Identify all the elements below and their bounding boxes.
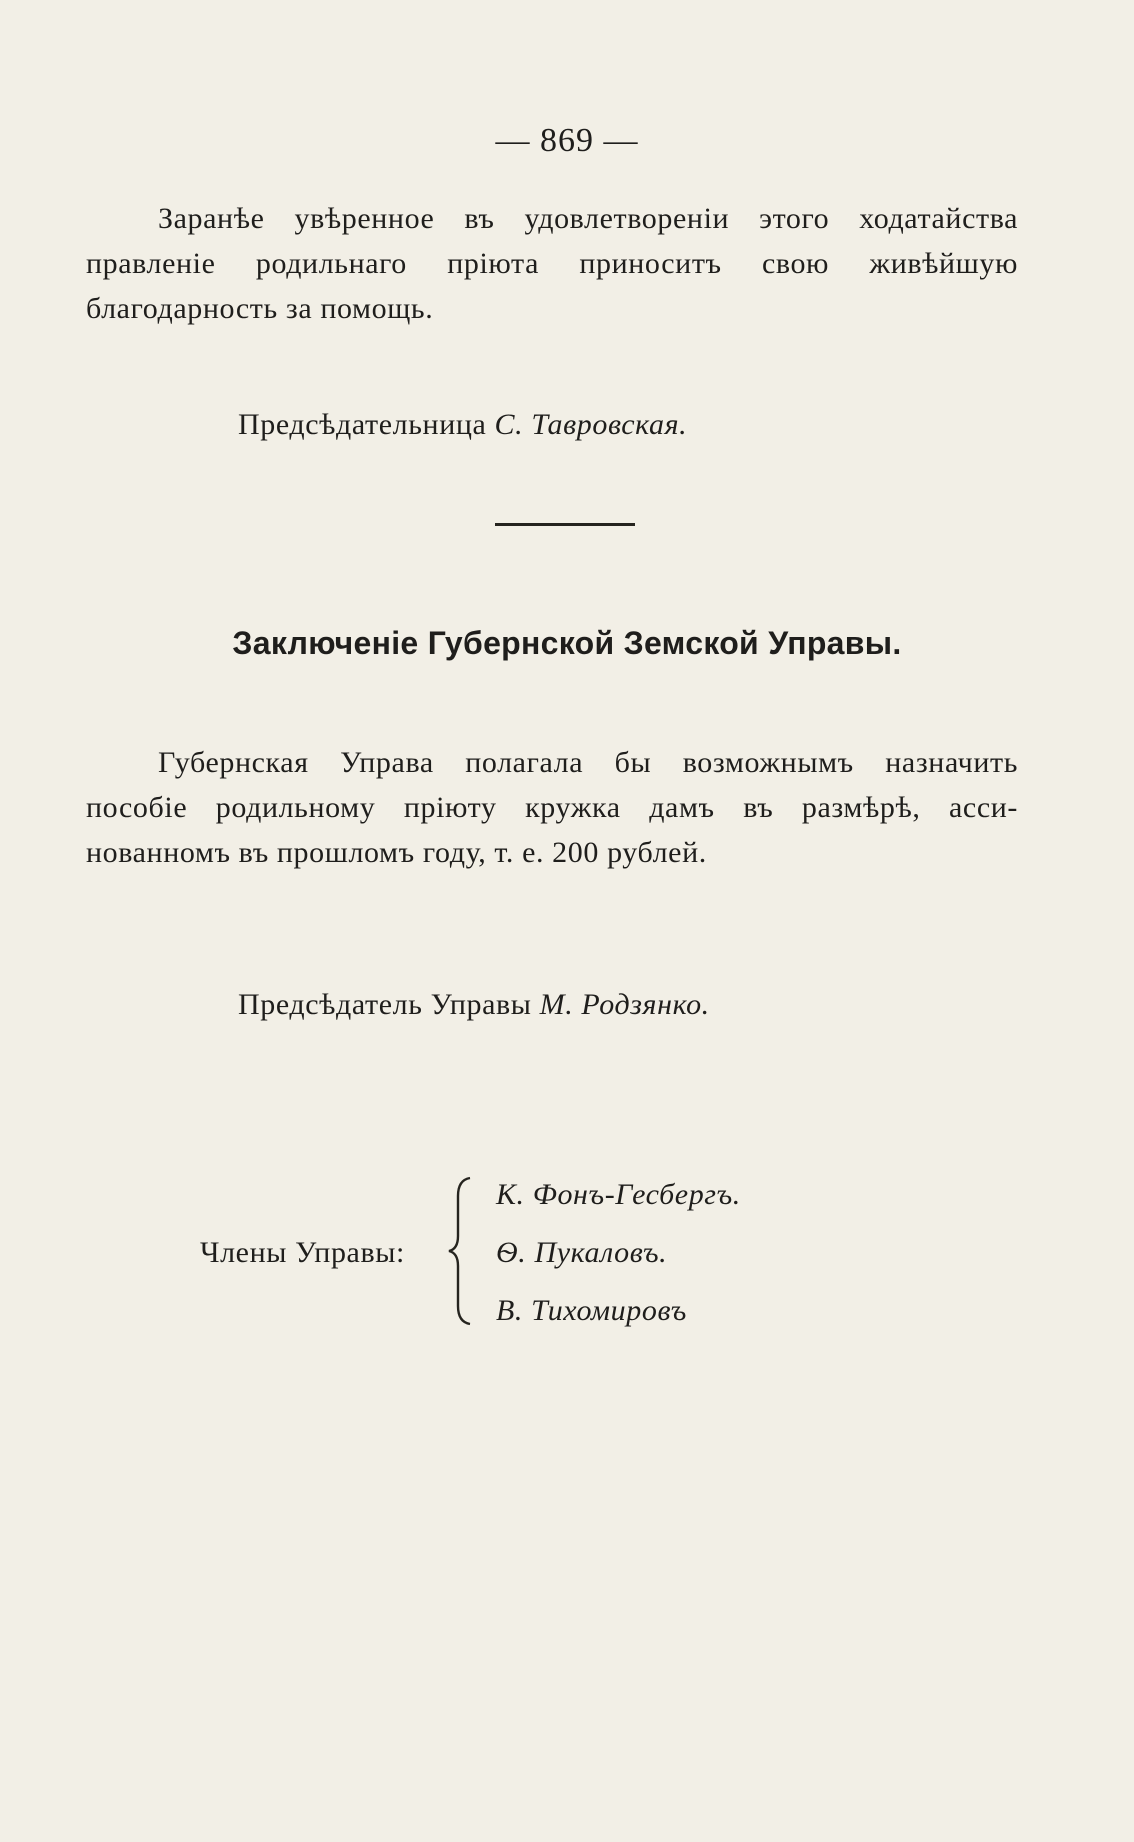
section-heading: Заключеніе Губернской Земской Управы. — [232, 625, 902, 661]
page-number: — 869 — — [495, 122, 639, 159]
intro-line: Заранѣе увѣренное въ удовлетвореніи этого ходатайства — [158, 202, 1018, 235]
member-name: Ѳ. Пукаловъ. — [496, 1236, 668, 1269]
conclusion-line: пособіе родильному пріюту кружка дамъ въ размѣрѣ, асси- — [86, 791, 1018, 824]
signature-name: М. Родзянко. — [539, 988, 710, 1021]
signature-title: Предсѣдатель Управы — [238, 988, 532, 1021]
intro-line: благодарность за помощь. — [86, 292, 434, 325]
intro-paragraph — [86, 196, 1018, 331]
member-name: В. Тихомировъ — [496, 1294, 687, 1327]
signature-title: Предсѣдательница — [238, 408, 487, 441]
section-divider — [495, 523, 635, 526]
conclusion-line: Губернская Управа полагала бы возможнымъ назначить — [158, 746, 1018, 779]
conclusion-paragraph — [86, 740, 1018, 875]
chairman-signature — [238, 988, 710, 1022]
conclusion-line: нованномъ въ прошломъ году, т. е. 200 рублей. — [86, 836, 707, 869]
intro-line: правленіе родильнаго пріюта приноситъ свою живѣйшую — [86, 247, 1018, 280]
members-label: Члены Управы: — [200, 1236, 405, 1269]
chairwoman-signature — [238, 408, 687, 442]
curly-brace — [446, 1176, 476, 1326]
member-name: К. Фонъ-Гесбергъ. — [496, 1178, 741, 1211]
signature-name: С. Тавровская. — [494, 408, 688, 441]
